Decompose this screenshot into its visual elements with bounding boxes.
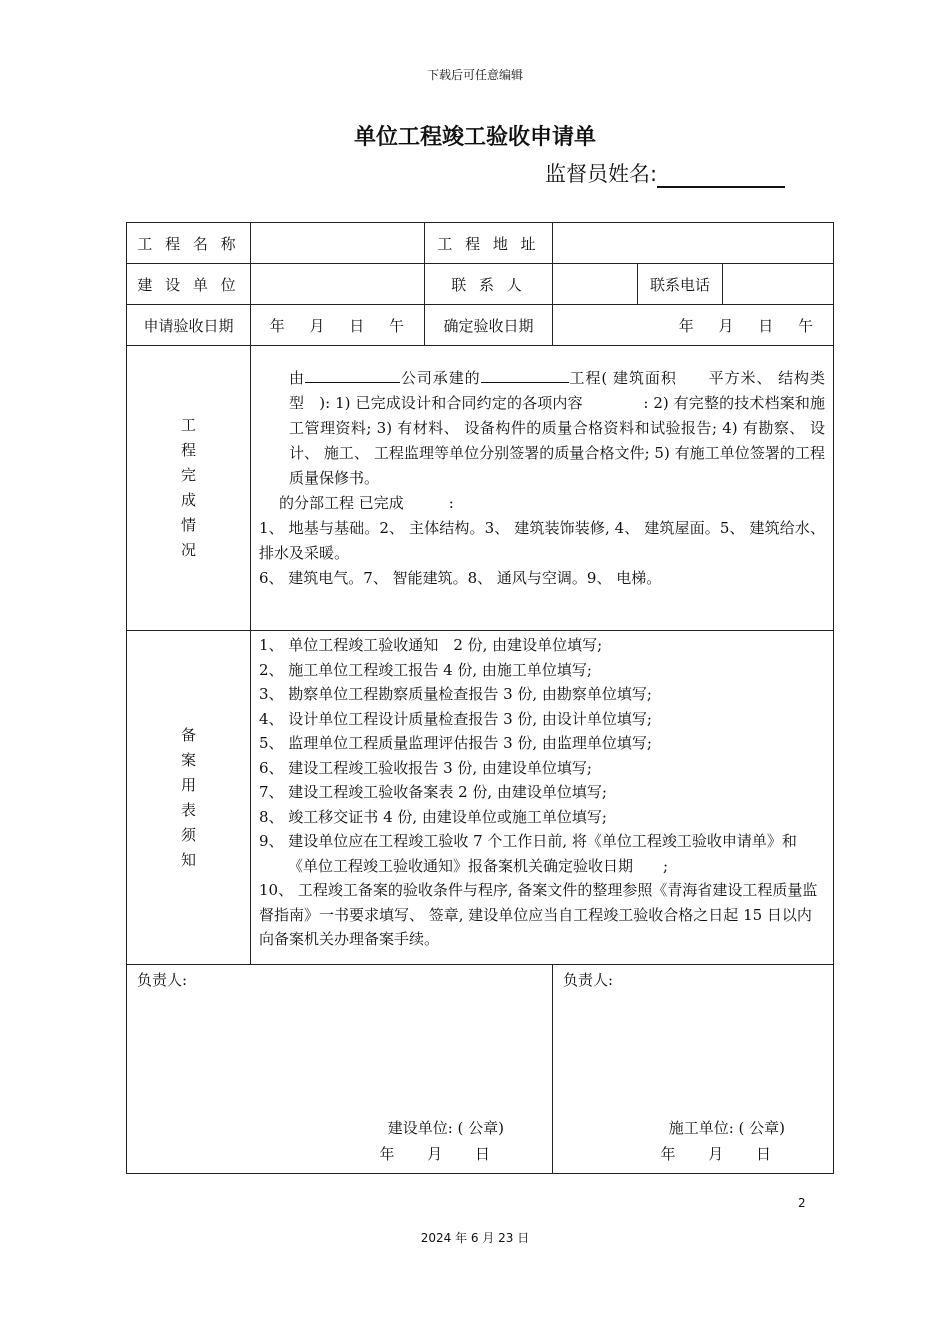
builder-cell[interactable] [251, 264, 425, 305]
note-item: 5、 监理单位工程质量监理评估报告 3 份, 由监理单位填写; [259, 734, 652, 752]
note-item: 2、 施工单位工程竣工报告 4 份, 由施工单位填写; [259, 660, 592, 679]
notes-label-char: 知 [180, 850, 196, 869]
completion-label [127, 346, 251, 631]
completion-label-char: 情 [180, 516, 196, 534]
apply-date-value[interactable]: 年 月 日 午 [251, 305, 425, 346]
page-title: 单位工程竣工验收申请单 [353, 125, 596, 150]
note-item: 3、 勘察单位工程勘察质量检查报告 3 份, 由勘察单位填写; [259, 685, 652, 703]
phone-label: 联系电话 [638, 264, 723, 305]
completion-label-char: 成 [180, 491, 196, 509]
builder-signature-box[interactable] [127, 965, 553, 1174]
row-notes [127, 631, 834, 965]
contact-cell[interactable] [553, 264, 638, 305]
note-item: 8、 竣工移交证书 4 份, 由建设单位或施工单位填写; [259, 807, 607, 826]
confirm-date-value[interactable]: 年 月 日 午 [553, 305, 834, 346]
footer-date: 2024 年 6 月 23 日 [420, 1231, 530, 1245]
note-item: 4、 设计单位工程设计质量检查报告 3 份, 由设计单位填写; [259, 709, 652, 728]
builder-label: 建 设 单 位 [127, 264, 251, 305]
inspector-name-field [545, 158, 785, 188]
row-completion [127, 346, 834, 631]
completion-content [251, 346, 834, 631]
acceptance-form-table [126, 222, 834, 1174]
notes-label-char: 案 [180, 750, 196, 769]
completion-label-char: 程 [180, 441, 196, 459]
completion-label-char: 况 [180, 541, 196, 559]
builder-sign-date: 年 月 日 [379, 1145, 504, 1163]
note-item: 9、 建设单位应在工程竣工验收 7 个工作日前, 将《单位工程竣工验收申请单》和《单位工程竣工验收通知》报备案机关确定验收日期 ; [259, 832, 797, 875]
inspector-name-blank[interactable] [657, 166, 785, 188]
completion-subparts: 的分部工程 已完成 : [279, 494, 454, 512]
completion-paragraph [259, 364, 825, 491]
notes-label-char: 表 [180, 800, 196, 819]
note-item: 10、 工程竣工备案的验收条件与程序, 备案文件的整理参照《青海省建设工程质量监督指南》一书要求填写、 签章, 建设单位应当自工程竣工验收合格之日起 15 日以内向备案机关办理备案手续。 [259, 881, 818, 948]
notes-label-char: 须 [180, 825, 196, 844]
project-name-label: 工 程 名 称 [127, 223, 251, 264]
project-address-cell[interactable] [553, 223, 834, 264]
contractor-seal-label: 施工单位: ( 公章) [668, 1119, 786, 1137]
contact-label: 联 系 人 [425, 264, 553, 305]
builder-responsible-label: 负责人: [137, 971, 188, 989]
completion-text: 公司承建的 [399, 369, 481, 387]
page-number: 2 [798, 1196, 806, 1210]
row-project [127, 223, 834, 264]
project-address-label: 工 程 地 址 [425, 223, 553, 264]
notes-label [127, 631, 251, 965]
completion-label-char: 工 [180, 416, 196, 434]
row-signatures [127, 965, 834, 1174]
project-name-cell[interactable] [251, 223, 425, 264]
row-builder [127, 264, 834, 305]
builder-seal-label: 建设单位: ( 公章) [387, 1119, 504, 1137]
note-item: 1、 单位工程竣工验收通知 2 份, 由建设单位填写; [259, 636, 603, 654]
completion-label-char: 完 [180, 466, 196, 484]
inspector-label: 监督员姓名: [545, 162, 658, 186]
company-blank[interactable] [305, 364, 400, 383]
completion-list-2: 6、 建筑电气。7、 智能建筑。8、 通风与空调。9、 电梯。 [259, 569, 662, 587]
contractor-responsible-label: 负责人: [563, 971, 614, 989]
notes-label-char: 备 [180, 725, 196, 744]
note-item: 7、 建设工程竣工验收备案表 2 份, 由建设单位填写; [259, 783, 607, 801]
confirm-date-label: 确定验收日期 [425, 305, 553, 346]
completion-text: 工程( 建筑面积 平方米、 结构类型 ): 1) 已完成设计和合同约定的各项内容 : 2) 有完整的技术档案和施工管理资料; 3) 有材料、 设备构件的质量合格资料和试验报告; 4) 有勘察、 设计、 施工、 工程监理等单位分别签署的质量合格文件; 5) 有施工单位签署的工程质量保修书。 [289, 369, 826, 487]
row-dates [127, 305, 834, 346]
notes-content [251, 631, 834, 965]
apply-date-label: 申请验收日期 [127, 305, 251, 346]
notes-label-char: 用 [180, 775, 196, 794]
completion-text: 由 [289, 369, 305, 387]
note-item: 6、 建设工程竣工验收报告 3 份, 由建设单位填写; [259, 758, 592, 777]
phone-cell[interactable] [723, 264, 834, 305]
completion-list-1: 1、 地基与基础。2、 主体结构。3、 建筑装饰装修, 4、 建筑屋面。5、 建筑给水、 排水及采暖。 [259, 519, 826, 562]
contractor-sign-date: 年 月 日 [660, 1145, 786, 1163]
project-blank[interactable] [481, 364, 569, 383]
contractor-signature-box[interactable] [553, 965, 834, 1174]
header-note: 下载后可任意编辑 [426, 68, 523, 82]
